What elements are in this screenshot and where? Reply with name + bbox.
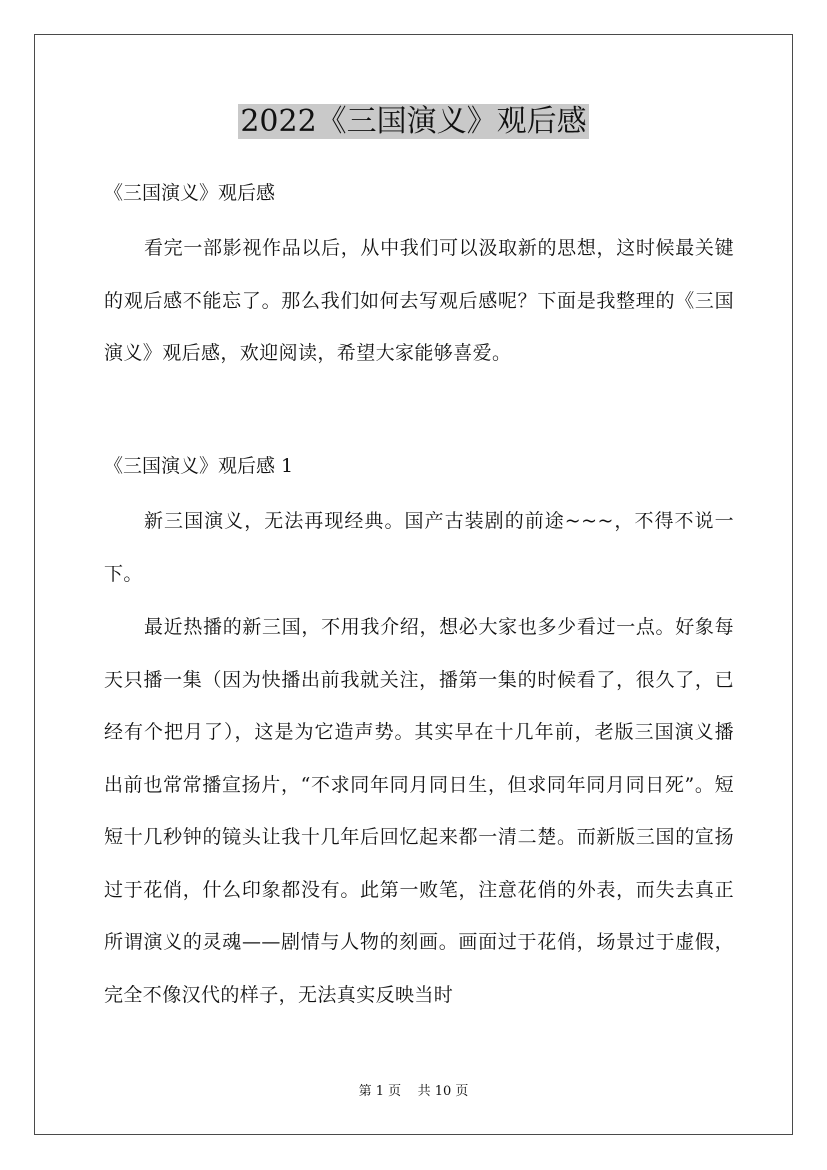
document-title	[0, 101, 827, 143]
section-paragraph-1: 新三国演义，无法再现经典。国产古装剧的前途~~~，不得不说一下。	[104, 510, 734, 585]
intro-paragraph: 看完一部影视作品以后，从中我们可以汲取新的思想，这时候最关键的观后感不能忘了。那么我们如何去写观后感呢？下面是我整理的《三国演义》观后感，欢迎阅读，希望大家能够喜爱。	[104, 237, 734, 364]
intro-heading: 《三国演义》观后感	[104, 182, 276, 204]
section-heading: 《三国演义》观后感 1	[104, 455, 294, 477]
section-paragraph-2: 最近热播的新三国，不用我介绍，想必大家也多少看过一点。好象每天只播一集（因为快播出前我就关注，播第一集的时候看了，很久了，已经有个把月了），这是为它造声势。其实早在十几年前，老版三国演义播出前也常常播宣扬片，“不求同年同月同日生，但求同年同月同日死”。短短十几秒钟的镜头让我十几年后回忆起来都一清二楚。而新版三国的宣扬过于花俏，什么印象都没有。此第一败笔，注意花俏的外表，而失去真正所谓演义的灵魂——剧情与人物的刻画。画面过于花俏，场景过于虚假，完全不像汉代的样子，无法真实反映当时	[104, 616, 734, 1006]
document-title-text: 2022《三国演义》观后感	[240, 104, 587, 139]
page-number-footer: 第 1 页 共 10 页	[358, 1084, 469, 1099]
